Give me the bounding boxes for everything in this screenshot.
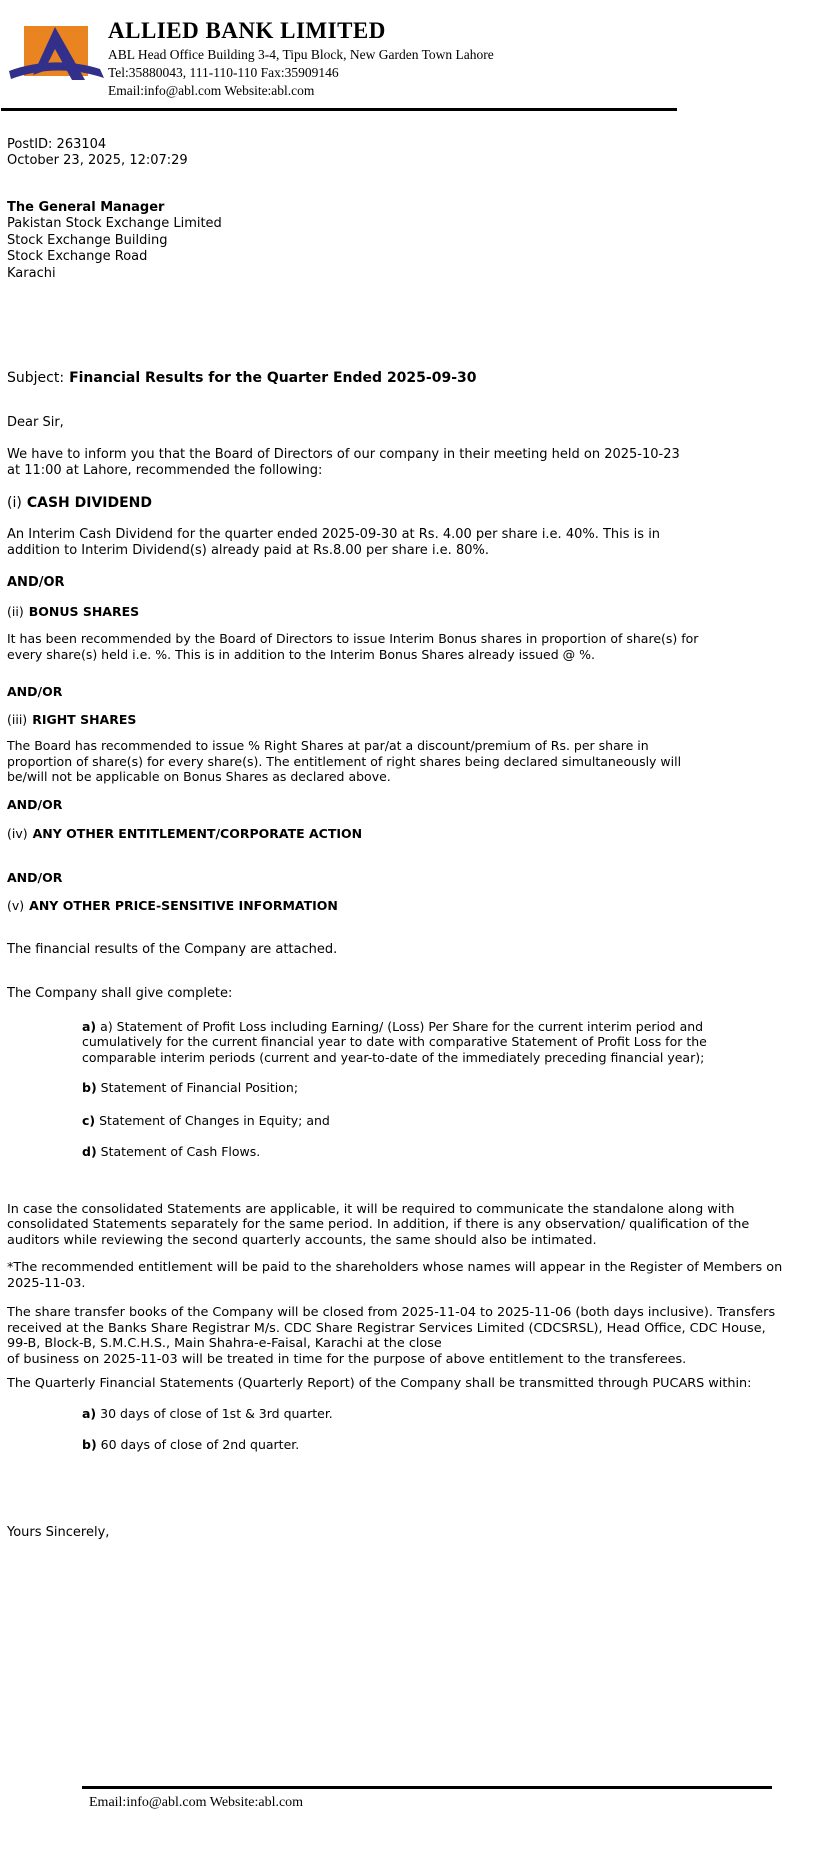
book-closure-part1: The share transfer books of the Company will be closed from 2025-11-04 to 2025-11-06 (both days inclusive). Transfers received at the Banks Share Registrar M/s. CDC Share Registrar Services Limited (CDCSRSL), Head Office, CDC House, 99-B, Block-B, S.M.C.H.S., Main Shahra-e-Faisal, Karachi at the close [7,1305,776,1352]
bank-name: ALLIED BANK LIMITED [108,18,386,43]
right-shares-title: RIGHT SHARES [32,711,137,727]
salutation: Dear Sir, [7,415,64,431]
bonus-shares-number: (ii) [7,603,24,619]
price-sensitive-heading [7,898,810,914]
list-item [82,1019,782,1066]
statement-list [7,1019,810,1160]
right-shares-number: (iii) [7,711,28,727]
and-or-separator: AND/OR [7,684,63,700]
right-shares-paragraph: The Board has recommended to issue % Right Shares at par/at a discount/premium of Rs. per share in proportion of share(s) for every share(s). The entitlement of right shares being declared simultaneously will be/will not be applicable on Bonus Shares as declared above. [7,738,682,785]
post-id: PostID: 263104 [7,136,107,152]
list-item-label: b) [82,1437,97,1453]
list-item-label: d) [82,1144,97,1160]
list-item-text: Statement of Financial Position; [100,1080,299,1096]
bonus-shares-paragraph: It has been recommended by the Board of Directors to issue Interim Bonus shares in proportion of share(s) for every share(s) held i.e. %. This is in addition to the Interim Bonus Shares already issued @ %. [7,631,699,662]
list-item-label: b) [82,1080,97,1096]
list-item [82,1144,782,1160]
price-sensitive-title: ANY OTHER PRICE-SENSITIVE INFORMATION [29,898,338,914]
price-sensitive-number: (v) [7,898,25,914]
list-item [82,1080,782,1096]
letter-body [0,137,817,1542]
cash-dividend-paragraph: An Interim Cash Dividend for the quarter ended 2025-09-30 at Rs. 4.00 per share i.e. 40%. This is in addition to Interim Dividend(s) already paid at Rs.8.00 per share i.e. 80%. [7,526,661,559]
list-item-text: 60 days of close of 2nd quarter. [100,1437,300,1453]
recipient-address-line: Karachi [7,265,56,281]
list-item [82,1437,810,1453]
list-item-label: a) [82,1405,97,1421]
and-or-separator: AND/OR [7,796,63,812]
abl-logo-graphic [6,16,106,88]
subject-text: Financial Results for the Quarter Ended 2025-09-30 [69,370,477,387]
recipient-block [7,200,810,283]
abl-logo-icon [6,16,106,88]
intro-paragraph: We have to inform you that the Board of Directors of our company in their meeting held on 2025-10-23 at 11:00 at Lahore, recommended the following: [7,446,680,479]
book-closure-part2: of business on 2025-11-03 will be treated in time for the purpose of above entitlement to the transferees. [7,1351,687,1367]
attached-note: The financial results of the Company are attached. [7,941,338,957]
list-item-text: Statement of Cash Flows. [100,1144,261,1160]
list-item-text: 30 days of close of 1st & 3rd quarter. [100,1405,333,1421]
list-item [82,1406,810,1422]
list-item-text: Statement of Changes in Equity; and [99,1112,330,1128]
cash-dividend-title: CASH DIVIDEND [26,494,153,511]
bonus-shares-heading [7,604,810,620]
recipient-address-line: Pakistan Stock Exchange Limited [7,216,222,232]
letter-footer [82,1786,782,1811]
recipient-address-line: Stock Exchange Building [7,232,168,248]
meta-block [7,137,810,170]
subject-label: Subject: [7,370,65,387]
and-or-separator: AND/OR [7,574,65,590]
other-entitlement-title: ANY OTHER ENTITLEMENT/CORPORATE ACTION [32,826,363,842]
letter-header [0,0,817,100]
list-item-label: a) [82,1018,97,1034]
list-item-text: a) Statement of Profit Loss including Earning/ (Loss) Per Share for the current interim period and cumulatively for the current financial year to date with comparative Statement of Profit Loss for the comparable interim periods (current and year-to-date of the immediately preceding financial year); [82,1018,707,1065]
give-complete-note: The Company shall give complete: [7,986,233,1002]
footer-divider [82,1786,772,1789]
list-item-label: c) [82,1112,96,1128]
recipient-address-line: Stock Exchange Road [7,249,148,265]
pucars-paragraph: The Quarterly Financial Statements (Quarterly Report) of the Company shall be transmitted through PUCARS within: [7,1376,752,1392]
consolidated-paragraph: In case the consolidated Statements are applicable, it will be required to communicate the standalone along with consolidated Statements separately for the same period. In addition, if there is any observation/ qualification of the auditors while reviewing the second quarterly accounts, the same should also be intimated. [7,1201,750,1248]
list-item [82,1113,782,1129]
deadline-list [7,1406,810,1453]
bank-phone: Tel:35880043, 111-110-110 Fax:35909146 [108,65,339,81]
bank-email: Email:info@abl.com Website:abl.com [108,82,315,98]
cash-dividend-number: (i) [7,494,22,511]
footer-contact: Email:info@abl.com Website:abl.com [89,1795,304,1810]
bank-address: ABL Head Office Building 3-4, Tipu Block, New Garden Town Lahore [108,47,494,63]
cash-dividend-heading [7,495,810,512]
right-shares-heading [7,712,810,728]
entitlement-note: *The recommended entitlement will be paid to the shareholders whose names will appear in the Register of Members on 2025-11-03. [7,1260,783,1291]
closing-salutation: Yours Sincerely, [7,1524,110,1540]
recipient-name: The General Manager [7,199,165,215]
other-entitlement-number: (iv) [7,826,28,842]
header-divider [1,108,677,111]
and-or-separator: AND/OR [7,869,63,885]
other-entitlement-heading [7,826,810,842]
subject-line [7,370,810,387]
letter-datetime: October 23, 2025, 12:07:29 [7,153,188,169]
bonus-shares-title: BONUS SHARES [28,603,140,619]
header-text-block [106,16,494,100]
book-closure-paragraph [7,1305,787,1367]
